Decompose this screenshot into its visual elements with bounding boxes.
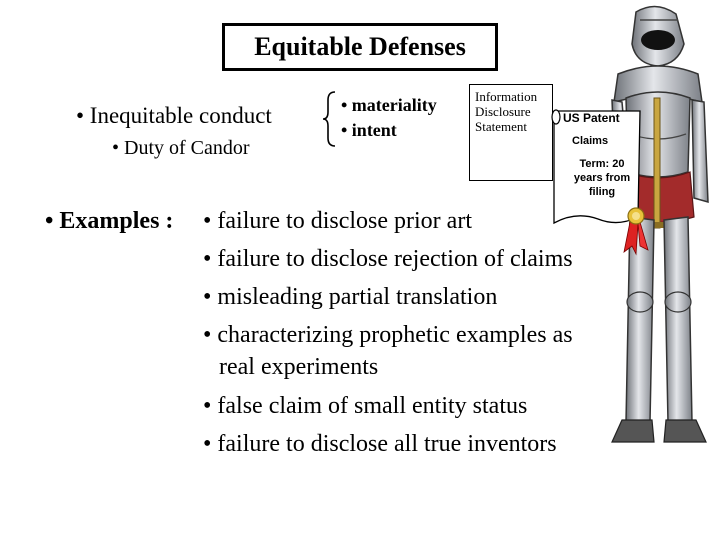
example-item: • failure to disclose rejection of claims bbox=[203, 246, 573, 272]
patent-term bbox=[560, 157, 644, 199]
example-item: • failure to disclose prior art bbox=[203, 208, 472, 234]
inequitable-conduct-heading: • Inequitable conduct bbox=[76, 103, 272, 128]
term-line-2: years from bbox=[573, 172, 631, 184]
term-line-1: Term: 20 bbox=[579, 158, 625, 170]
examples-label: • Examples : bbox=[45, 208, 174, 234]
example-item: • false claim of small entity status bbox=[203, 393, 528, 419]
patent-label: US Patent bbox=[563, 111, 620, 125]
example-item: • misleading partial translation bbox=[203, 284, 498, 310]
intent-item: • intent bbox=[341, 120, 397, 140]
example-item-continuation: real experiments bbox=[219, 354, 379, 380]
duty-of-candor-item: • Duty of Candor bbox=[112, 137, 250, 159]
knight-armor-icon bbox=[578, 2, 720, 532]
patent-claims-label: Claims bbox=[572, 135, 609, 147]
ids-line-2: Disclosure bbox=[475, 104, 531, 119]
example-item: • characterizing prophetic examples as bbox=[203, 322, 573, 348]
slide-title: Equitable Defenses bbox=[222, 23, 498, 71]
example-item: • failure to disclose all true inventors bbox=[203, 431, 557, 457]
award-ribbon-icon bbox=[622, 206, 652, 256]
curly-brace-icon bbox=[322, 90, 338, 148]
ids-document-box bbox=[469, 84, 553, 181]
term-line-3: filing bbox=[588, 186, 616, 198]
materiality-item: • materiality bbox=[341, 95, 437, 115]
ids-line-1: Information bbox=[475, 89, 538, 104]
ids-line-3: Statement bbox=[475, 119, 527, 134]
